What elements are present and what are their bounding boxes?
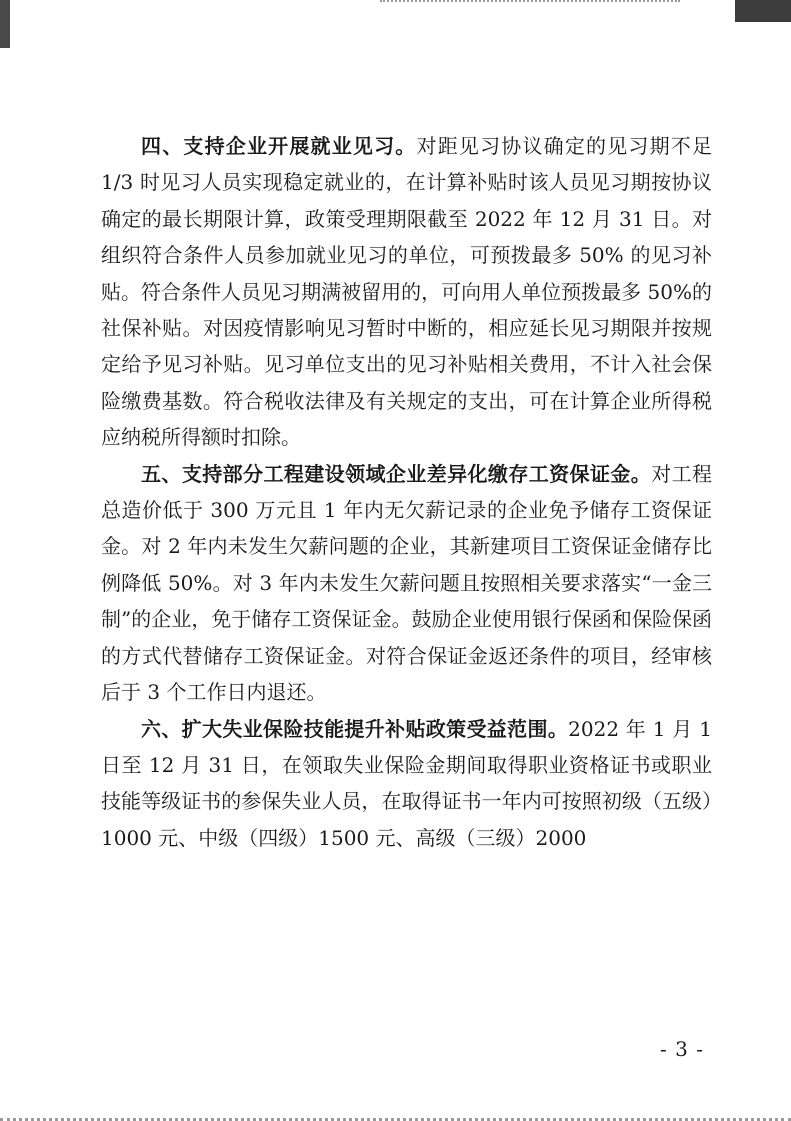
paragraph-heading: 五、支持部分工程建设领域企业差异化缴存工资保证金。: [141, 461, 652, 486]
paragraph-wage-deposit: [101, 456, 712, 711]
paragraph-heading: 六、扩大失业保险技能提升补贴政策受益范围。: [141, 716, 569, 741]
scan-artifact-bottom-dots: [0, 1115, 791, 1121]
paragraph-text: 2022 年 1 月 1 日至 12 月 31 日，在领取失业保险金期间取得职业资格证书或职业技能等级证书的参保失业人员，在取得证书一年内可按照初级（五级）1000 元、中级（四级）1500 元、高级（三级）2000: [101, 716, 712, 850]
paragraph-text: 对工程总造价低于 300 万元且 1 年内无欠薪记录的企业免予储存工资保证金。对 2 年内未发生欠薪问题的企业，其新建项目工资保证金储存比例降低 50%。对 3 年内未发生欠薪问题且按照相关要求落实“一金三制”的企业，免于储存工资保证金。鼓励企业使用银行保函和保险保函的方式代替储存工资保证金。对符合保证金返还条件的项目，经审核后于 3 个工作日内退还。: [101, 461, 713, 705]
paragraph-text: 对距见习协议确定的见习期不足 1/3 时见习人员实现稳定就业的，在计算补贴时该人员见习期按协议确定的最长期限计算，政策受理期限截至 2022 年 12 月 31 日。对组织符合条件人员参加就业见习的单位，可预拨最多 50% 的见习补贴。符合条件人员见习期满被留用的，可向用人单位预拨最多 50%的社保补贴。对因疫情影响见习暂时中断的，相应延长见习期限并按规定给予见习补贴。见习单位支出的见习补贴相关费用，不计入社会保险缴费基数。符合税收法律及有关规定的支出，可在计算企业所得税应纳税所得额时扣除。: [101, 134, 712, 450]
paragraph-heading: 四、支持企业开展就业见习。: [141, 134, 417, 158]
paragraph-internship: [101, 128, 712, 456]
scan-artifact-top-dots: [380, 0, 680, 5]
paragraph-skill-subsidy: [101, 711, 712, 857]
scan-artifact-top-right: [735, 0, 791, 22]
scan-artifact-top-left: [0, 0, 10, 48]
page-number: - 3 -: [660, 1037, 704, 1061]
body-text: [101, 128, 712, 856]
